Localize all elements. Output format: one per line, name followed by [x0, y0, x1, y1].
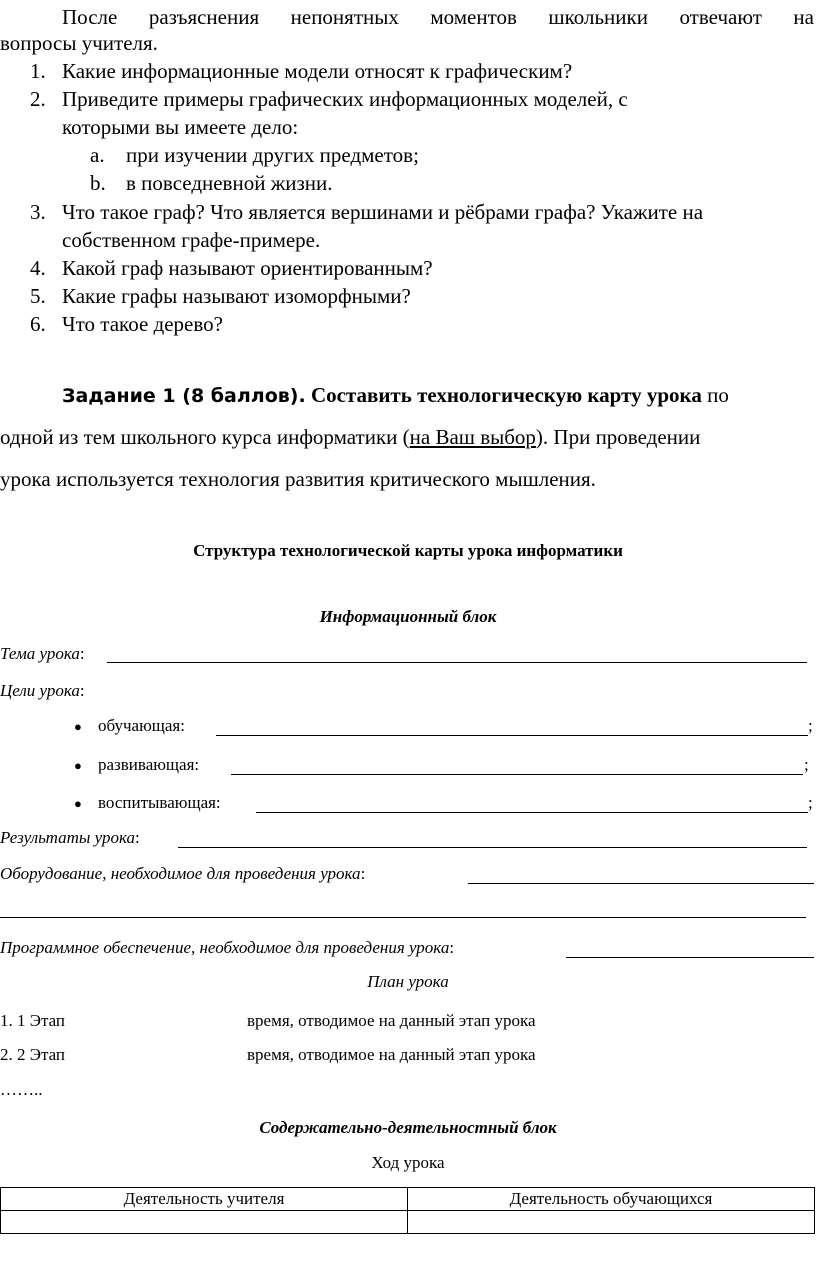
results-label: Результаты урока: [0, 828, 140, 847]
question-text: Приведите примеры графических информационных моделей, с [62, 87, 628, 111]
goal-developing-label: развивающая: [98, 755, 200, 774]
table-row [1, 1211, 815, 1234]
plan-stage-name: 1. 1 Этап [0, 1011, 66, 1030]
goals-label: Цели урока: [0, 681, 85, 700]
table-header-row [1, 1188, 815, 1211]
question-text: Что такое дерево? [62, 312, 223, 336]
software-label: Программное обеспечение, необходимое для проведения урока: [0, 938, 455, 957]
table-header-teacher: Деятельность учителя [1, 1188, 408, 1211]
subitem-text: в повседневной жизни. [126, 171, 333, 195]
question-number: 1. [30, 59, 46, 83]
question-number: 4. [30, 256, 46, 280]
results-answer-line[interactable] [178, 847, 807, 848]
table-header-students: Деятельность обучающихся [408, 1188, 815, 1211]
bullet-icon: ● [74, 758, 82, 773]
subitem-text: при изучении других предметов; [126, 143, 419, 167]
lesson-progress-title: Ход урока [371, 1153, 445, 1172]
goal-developing-answer-line[interactable] [231, 774, 803, 775]
task-line-2 [0, 425, 700, 450]
task-line-1 [62, 383, 729, 408]
table-cell-students[interactable] [408, 1211, 815, 1234]
task-line-3: урока используется технология развития критического мышления. [0, 467, 596, 491]
task-text: по [707, 383, 729, 407]
table-cell-teacher[interactable] [1, 1211, 408, 1234]
task-choice-underlined: на Ваш выбор [409, 425, 536, 449]
bullet-icon: ● [74, 796, 82, 811]
goal-educational-semicolon: ; [808, 793, 813, 812]
plan-stage-time: время, отводимое на данный этап урока [247, 1045, 536, 1064]
task-bold-text: Составить технологическую карту урока [310, 383, 702, 407]
question-text-continued: которыми вы имеете дело: [62, 115, 299, 139]
plan-ellipsis: …….. [0, 1080, 43, 1099]
plan-stage-name: 2. 2 Этап [0, 1045, 66, 1064]
goal-educational-label: воспитывающая: [98, 793, 221, 812]
task-heading: Задание 1 (8 баллов). [62, 385, 306, 407]
structure-title: Структура технологической карты урока информатики [193, 541, 623, 560]
equipment-answer-line-2[interactable] [0, 917, 806, 918]
question-number: 3. [30, 200, 46, 224]
equipment-label: Оборудование, необходимое для проведения урока: [0, 864, 366, 883]
software-answer-line[interactable] [566, 957, 814, 958]
question-number: 2. [30, 87, 46, 111]
bullet-icon: ● [74, 719, 82, 734]
goal-teaching-answer-line[interactable] [216, 735, 808, 736]
intro-line-2: вопросы учителя. [0, 31, 158, 55]
plan-stage-time: время, отводимое на данный этап урока [247, 1011, 536, 1030]
question-text: Какой граф называют ориентированным? [62, 256, 433, 280]
goal-teaching-label: обучающая: [98, 716, 185, 735]
task-text: ). При проведении [535, 425, 701, 449]
goal-developing-semicolon: ; [804, 755, 809, 774]
goal-educational-answer-line[interactable] [256, 812, 808, 813]
question-text: Какие графы называют изоморфными? [62, 284, 411, 308]
topic-label: Тема урока: [0, 644, 85, 663]
question-text: Что такое граф? Что является вершинами и рёбрами графа? Укажите на [62, 200, 704, 224]
topic-answer-line[interactable] [107, 662, 807, 663]
subitem-letter: b. [90, 171, 106, 195]
intro-line-1: После разъяснения непонятных моментов школьники отвечают на [62, 5, 814, 29]
question-text: Какие информационные модели относят к графическим? [62, 59, 573, 83]
question-number: 6. [30, 312, 46, 336]
content-block-title: Содержательно-деятельностный блок [259, 1118, 557, 1137]
goal-teaching-semicolon: ; [808, 716, 813, 735]
info-block-title: Информационный блок [319, 607, 497, 626]
lesson-activity-table [0, 1187, 815, 1234]
equipment-answer-line[interactable] [468, 883, 814, 884]
question-number: 5. [30, 284, 46, 308]
subitem-letter: a. [90, 143, 105, 167]
task-text: одной из тем школьного курса информатики ( [0, 425, 410, 449]
plan-title: План урока [367, 972, 449, 991]
question-text-continued: собственном графе-примере. [62, 228, 321, 252]
